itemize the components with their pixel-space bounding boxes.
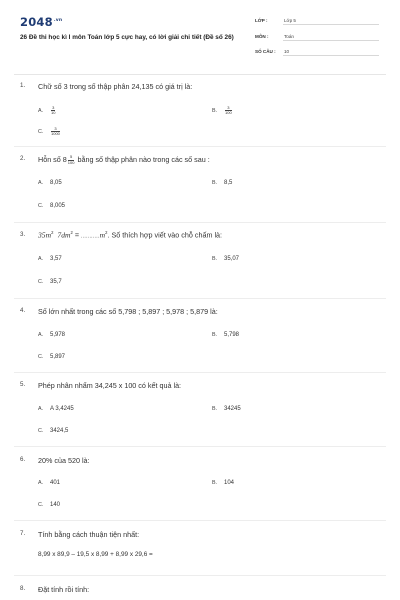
exponent: 2 [51,230,54,235]
option-letter: C. [38,129,44,136]
exponent: 2 [105,230,108,235]
option-letter: C. [38,428,44,434]
fraction [51,106,55,116]
fraction-numerator: 5 [68,155,75,160]
question-number: 2. [20,155,26,162]
option-a[interactable] [38,256,62,262]
info-value-subject: Toán [284,34,294,39]
option-a[interactable] [38,332,65,338]
question-text: Chữ số 3 trong số thập phân 24,135 có giá trị là: [38,82,193,91]
question-text: Số lớn nhất trong các số 5,798 ; 5,897 ; 5,978 ; 5,879 là: [38,307,218,316]
option-value: 3,57 [50,256,62,262]
question-number: 8. [20,585,26,592]
question-number: 6. [20,456,26,463]
option-value: 8,05 [50,180,62,186]
option-a[interactable] [38,406,74,412]
option-value: 34245 [224,406,241,412]
option-value: 5,798 [224,332,240,338]
option-letter: C. [38,502,44,508]
question-text: Đặt tính rồi tính: [38,585,90,594]
fraction-denominator: 100 [67,159,75,165]
question-number: 4. [20,307,26,314]
document-header [0,0,400,78]
fraction-numerator: 3 [225,106,232,111]
option-letter: B. [212,180,218,186]
question-text [38,155,210,165]
expression-term: 7dm [57,230,71,240]
option-letter: B. [212,406,218,412]
fraction-numerator: 3 [52,105,55,110]
info-underline [283,55,379,56]
info-underline [283,24,379,25]
option-letter: B. [212,480,218,486]
question-divider [14,146,386,147]
option-c[interactable] [38,203,65,209]
info-label-count: SỐ CÂU : [255,49,276,54]
info-row-class [255,14,379,25]
question-text-part: bằng số thập phân nào trong các số sau : [75,155,210,164]
option-a[interactable] [38,480,60,486]
option-value: 35,07 [224,256,240,262]
info-label-class: LỚP : [255,18,268,23]
option-letter: B. [212,332,218,338]
option-c[interactable] [38,279,62,285]
info-label-subject: MÔN : [255,34,269,39]
option-letter: A. [38,180,44,186]
option-b[interactable] [212,256,239,262]
option-value: A 3,4245 [50,406,74,412]
question-divider [14,372,386,373]
option-a[interactable] [38,180,62,186]
option-value: 5,897 [50,354,66,360]
exponent: 2 [70,230,73,235]
blank-dots: ........... [81,233,100,240]
option-letter: A. [38,108,44,115]
fraction [225,106,232,116]
document-title: 26 Đề thi học kì I môn Toán lớp 5 cực hay, có lời giải chi tiết (Đề số 26) [20,34,234,41]
info-row-count [255,45,379,56]
question-divider [14,520,386,521]
question-text-part: . Số thích hợp viết vào chỗ chấm là: [107,230,223,240]
fraction-numerator: 3 [51,127,60,132]
logo-main: 2048 [20,15,53,29]
option-value: 140 [50,502,61,508]
option-value: 5,978 [50,332,66,338]
option-b[interactable] [212,106,233,116]
question-number: 1. [20,82,26,89]
option-b[interactable] [212,180,232,186]
question-divider [14,446,386,447]
option-value: 8,005 [50,203,66,209]
option-letter: A. [38,256,44,262]
question-number: 3. [20,231,26,238]
option-c[interactable] [38,127,61,137]
question-number: 5. [20,381,26,388]
option-letter: B. [212,256,218,262]
option-c[interactable] [38,354,65,360]
option-letter: A. [38,480,44,486]
option-a[interactable] [38,106,56,116]
site-logo[interactable] [20,15,62,29]
option-letter: C. [38,279,44,285]
option-value: 8,5 [224,180,233,186]
fraction [51,127,60,137]
option-value: 35,7 [50,279,62,285]
option-b[interactable] [212,480,234,486]
fraction-denominator: 100 [225,110,232,116]
option-value: 104 [224,480,235,486]
info-value-class: Lớp 5 [284,18,296,23]
option-letter: C. [38,203,44,209]
question-divider [14,222,386,223]
question-text: Phép nhân nhẩm 34,245 x 100 có kết quả là: [38,381,182,390]
expression-term: 35m [38,230,52,240]
calculation-expression: 8,99 x 89,9 – 19,5 x 8,99 + 8,99 x 29,6 = [38,551,153,558]
unit: m [99,230,106,240]
option-value: 401 [50,480,61,486]
option-c[interactable] [38,502,60,508]
option-b[interactable] [212,406,241,412]
question-divider [14,575,386,576]
option-b[interactable] [212,332,239,338]
logo-suffix: .vn [53,18,63,23]
option-letter: A. [38,332,44,338]
info-value-count: 10 [284,49,290,54]
question-text-part: Hỗn số 8 [38,155,67,164]
info-underline [283,40,379,41]
option-letter: C. [38,354,44,360]
fraction-denominator: 10 [51,110,56,116]
equals-sign: = [72,230,82,240]
question-text: 20% của 520 là: [38,456,90,465]
option-value: 3424,5 [50,428,69,434]
question-text: Tính bằng cách thuận tiện nhất: [38,530,140,539]
header-divider [14,74,386,75]
option-letter: B. [212,108,218,115]
option-c[interactable] [38,428,68,434]
fraction-denominator: 1000 [51,131,60,137]
question-divider [14,298,386,299]
question-number: 7. [20,530,26,537]
option-letter: A. [38,406,44,412]
fraction [68,155,75,165]
question-text [38,230,222,239]
info-row-subject [255,30,379,41]
